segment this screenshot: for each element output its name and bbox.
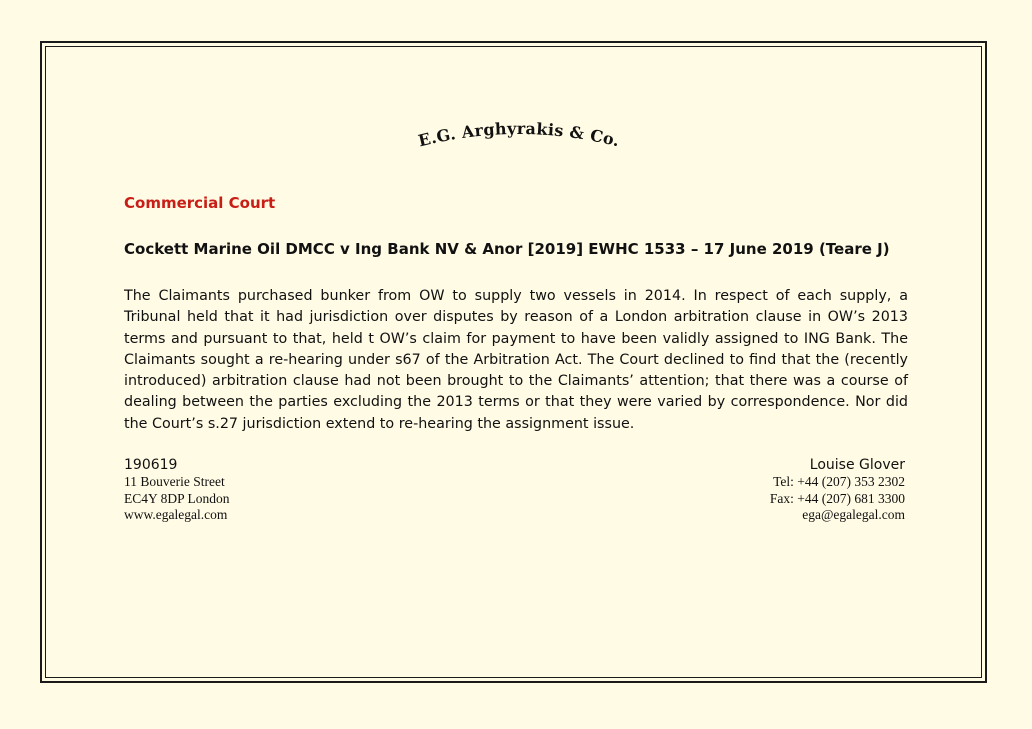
firm-name: E.G. Arghyrakis & Co. <box>416 118 622 151</box>
letterhead-logo <box>412 118 627 158</box>
case-title: Cockett Marine Oil DMCC v Ing Bank NV & Anor [2019] EWHC 1533 – 17 June 2019 (Teare J) <box>124 240 890 258</box>
footer-left-block <box>124 456 230 524</box>
telephone: Tel: +44 (207) 353 2302 <box>773 474 905 489</box>
case-summary: The Claimants purchased bunker from OW to supply two vessels in 2014. In respect of each supply, a Tribunal held that it had jurisdiction over disputes by reason of a London arbitration clause in OW’s 2013 terms and pursuant to that, held t OW’s claim for payment to have been validly assigned to ING Bank. The Claimants sought a re-hearing under s67 of the Arbitration Act. The Court declined to find that the (recently introduced) arbitration clause had not been brought to the Claimants’ attention; that there was a course of dealing between the parties excluding the 2013 terms or that they were varied by correspondence. Nor did the Court’s s.27 jurisdiction extend to re-hearing the assignment issue. <box>124 288 908 432</box>
fax: Fax: +44 (207) 681 3300 <box>769 490 905 506</box>
reference-number: 190619 <box>124 457 178 473</box>
address-line-1: 11 Bouverie Street <box>124 474 225 489</box>
svg-text:E.G. Arghyrakis & Co. <box>416 119 622 150</box>
website: www.egalegal.com <box>124 507 228 522</box>
letterhead <box>412 118 627 158</box>
author-name: Louise Glover <box>809 457 905 473</box>
address-line-2: EC4Y 8DP London <box>124 490 230 506</box>
section-heading: Commercial Court <box>124 194 276 212</box>
footer-right-block <box>770 456 905 524</box>
email: ega@egalegal.com <box>802 507 905 522</box>
